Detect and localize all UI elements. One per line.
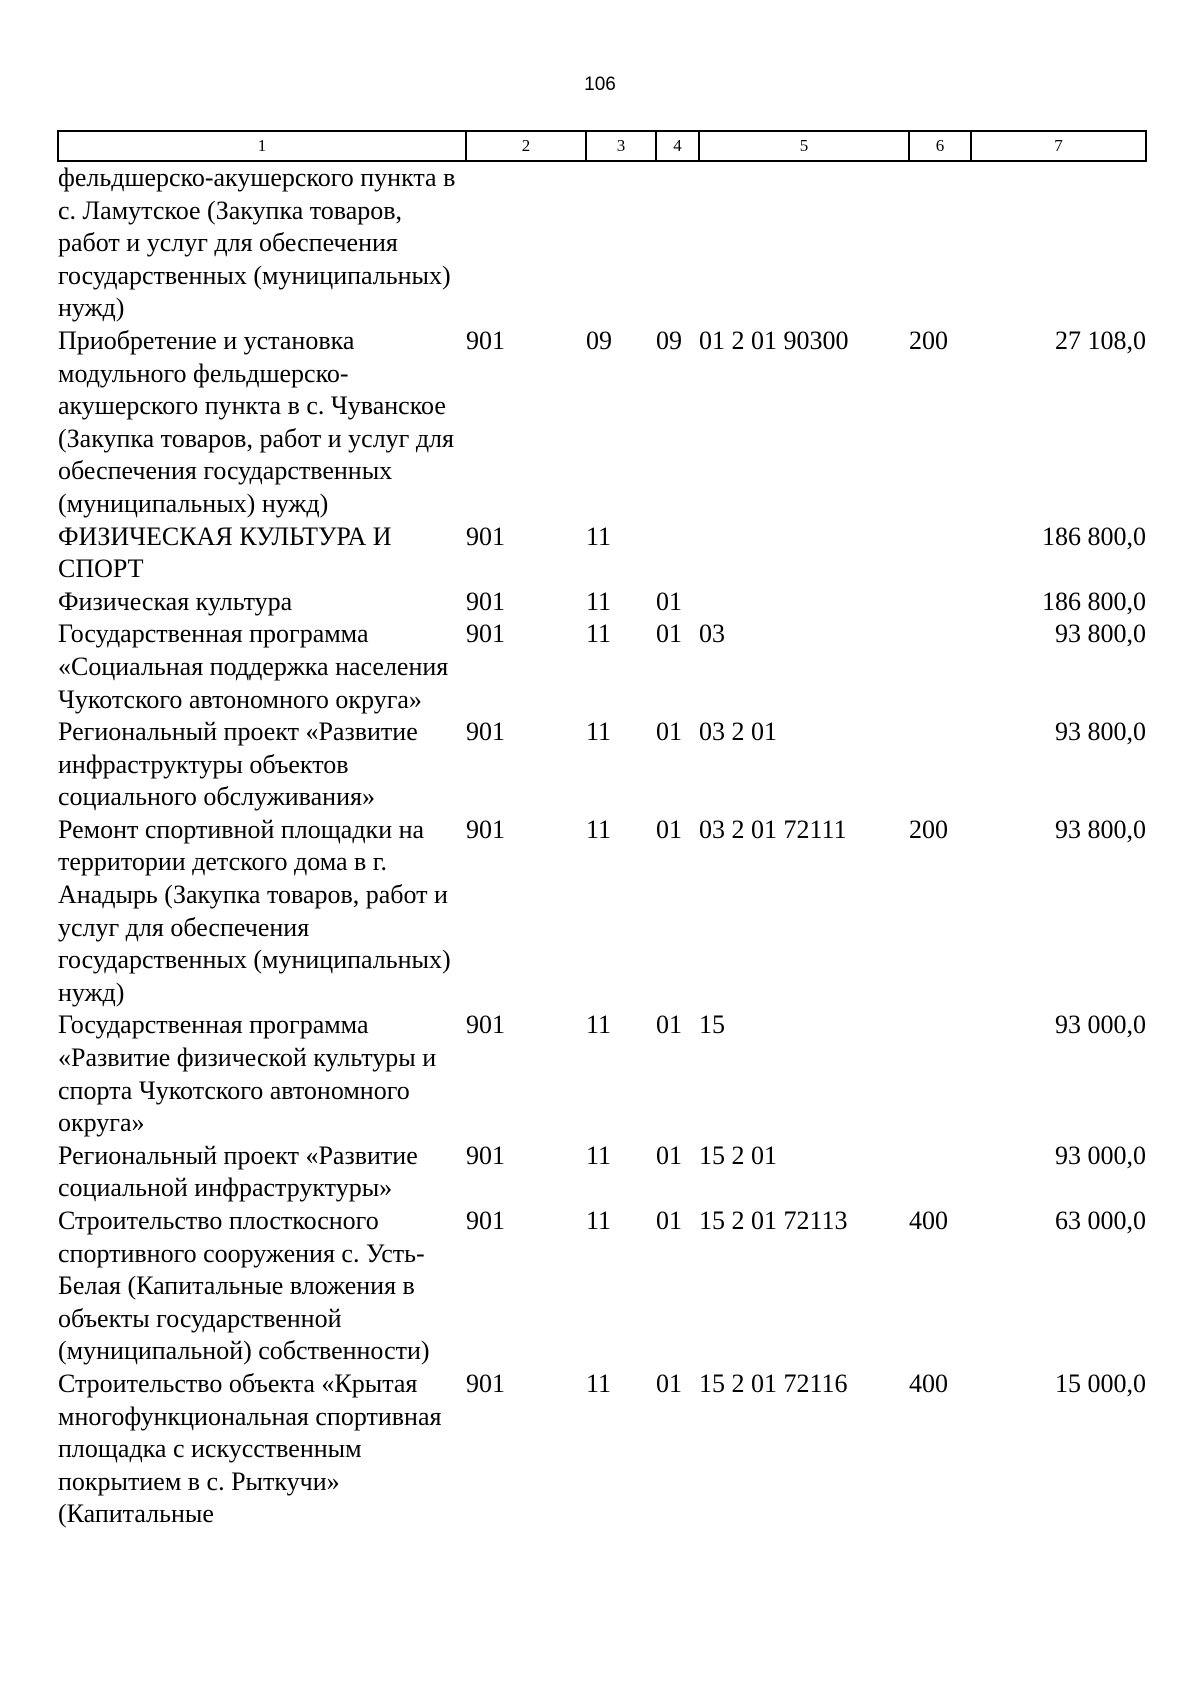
row-section-code [586, 161, 656, 325]
row-expense-type: 200 [909, 814, 948, 844]
row-section-code: 11 [586, 619, 612, 649]
table-row [58, 716, 1146, 814]
row-amount: 27 108,0 [1055, 325, 1146, 355]
column-header-6: 6 [909, 131, 971, 161]
row-section-code: 09 [586, 325, 612, 355]
row-subsection-code: 01 [656, 619, 682, 649]
row-subsection-code: 01 [656, 1368, 682, 1398]
row-name: Приобретение и установка модульного фельдшерско-акушерского пункта в с. Чуванское (Закупка товаров, работ и услуг для обеспечения государственных (муниципальных) нужд) [58, 325, 454, 518]
row-name: Физическая культура [58, 586, 293, 616]
row-expense-type [909, 161, 971, 325]
row-target-article: 15 2 01 72116 [699, 1368, 848, 1398]
row-ministry-code [466, 161, 586, 325]
row-expense-type [909, 716, 971, 814]
table-header-row [58, 131, 1146, 161]
row-subsection-code [656, 161, 699, 325]
row-section-code: 11 [586, 717, 612, 747]
table-body [58, 161, 1146, 1531]
row-target-article: 15 2 01 72113 [699, 1206, 848, 1235]
row-ministry-code: 901 [466, 586, 505, 616]
row-amount: 93 800,0 [1055, 619, 1146, 649]
row-name: фельдшерско-акушерского пункта в с. Ламутское (Закупка товаров, работ и услуг для обеспечения государственных (муниципальных) нужд) [58, 163, 456, 323]
column-header-4: 4 [656, 131, 699, 161]
row-subsection-code [656, 521, 699, 586]
table-row [58, 586, 1146, 619]
row-subsection-code: 01 [656, 1206, 682, 1235]
row-subsection-code: 01 [656, 1010, 682, 1040]
row-target-article [699, 586, 909, 619]
column-header-3: 3 [586, 131, 656, 161]
row-name: ФИЗИЧЕСКАЯ КУЛЬТУРА И СПОРТ [58, 521, 392, 584]
row-amount: 186 800,0 [1042, 521, 1146, 551]
row-amount: 93 000,0 [1055, 1140, 1146, 1170]
row-ministry-code: 901 [466, 1206, 505, 1235]
row-subsection-code: 01 [656, 586, 682, 616]
row-target-article: 03 2 01 [699, 717, 777, 747]
row-section-code: 11 [586, 1368, 612, 1398]
row-target-article: 15 2 01 [699, 1140, 777, 1170]
table-row [58, 161, 1146, 325]
row-name: Региональный проект «Развитие инфраструктуры объектов социального обслуживания» [58, 717, 418, 812]
row-target-article: 03 2 01 72111 [699, 814, 847, 844]
row-section-code: 11 [586, 1010, 612, 1040]
row-amount: 15 000,0 [1055, 1368, 1146, 1398]
row-target-article: 01 2 01 90300 [699, 325, 849, 355]
row-subsection-code: 09 [656, 325, 682, 355]
table-row [58, 1140, 1146, 1205]
row-ministry-code: 901 [466, 619, 505, 649]
row-ministry-code: 901 [466, 521, 505, 551]
row-name: Государственная программа «Социальная поддержка населения Чукотского автономного округа» [58, 619, 449, 714]
row-ministry-code: 901 [466, 1140, 505, 1170]
table-row [58, 814, 1146, 1010]
row-expense-type [909, 1140, 971, 1205]
row-expense-type [909, 521, 971, 586]
row-subsection-code: 01 [656, 814, 682, 844]
row-ministry-code: 901 [466, 717, 505, 747]
row-section-code: 11 [586, 1140, 612, 1170]
row-name: Региональный проект «Развитие социальной инфраструктуры» [58, 1140, 418, 1203]
row-target-article [699, 521, 909, 586]
row-expense-type [909, 586, 971, 619]
row-target-article: 03 [699, 619, 725, 649]
row-amount: 186 800,0 [1042, 586, 1146, 616]
row-amount [971, 161, 1146, 325]
table-row [58, 1205, 1146, 1368]
row-ministry-code: 901 [466, 814, 505, 844]
table-row [58, 521, 1146, 586]
column-header-1: 1 [58, 131, 466, 161]
row-ministry-code: 901 [466, 1368, 505, 1398]
row-target-article: 15 [699, 1010, 725, 1040]
row-expense-type: 400 [909, 1206, 948, 1235]
row-name: Строительство плосткосного спортивного сооружения с. Усть-Белая (Капитальные вложения в объекты государственной (муниципальной) собственности) [58, 1206, 430, 1366]
row-expense-type: 400 [909, 1368, 948, 1398]
row-expense-type: 200 [909, 325, 948, 355]
budget-table [57, 130, 1147, 1531]
row-ministry-code: 901 [466, 1010, 505, 1040]
table-row [58, 618, 1146, 716]
page-number: 106 [584, 74, 616, 95]
row-amount: 93 000,0 [1055, 1010, 1146, 1040]
row-section-code: 11 [586, 814, 612, 844]
row-name: Строительство объекта «Крытая многофункциональная спортивная площадка с искусственным покрытием в с. Рыткучи» (Капитальные [58, 1368, 442, 1529]
row-subsection-code: 01 [656, 717, 682, 747]
row-expense-type [909, 618, 971, 716]
table-row [58, 1368, 1146, 1531]
row-amount: 93 800,0 [1055, 814, 1146, 844]
row-section-code: 11 [586, 521, 612, 551]
table-row [58, 1009, 1146, 1139]
row-amount: 93 800,0 [1055, 717, 1146, 747]
row-name: Государственная программа «Развитие физической культуры и спорта Чукотского автономного округа» [58, 1010, 437, 1138]
table-row [58, 325, 1146, 521]
row-section-code: 11 [586, 1206, 612, 1235]
column-header-7: 7 [971, 131, 1146, 161]
row-expense-type [909, 1009, 971, 1139]
table-header [58, 131, 1146, 161]
column-header-5: 5 [699, 131, 909, 161]
row-name: Ремонт спортивной площадки на территории детского дома в г. Анадырь (Закупка товаров, работ и услуг для обеспечения государственных (муниципальных) нужд) [58, 814, 451, 1007]
row-section-code: 11 [586, 586, 612, 616]
row-amount: 63 000,0 [1055, 1206, 1146, 1235]
row-target-article [699, 161, 909, 325]
row-subsection-code: 01 [656, 1140, 682, 1170]
row-ministry-code: 901 [466, 325, 505, 355]
column-header-2: 2 [466, 131, 586, 161]
